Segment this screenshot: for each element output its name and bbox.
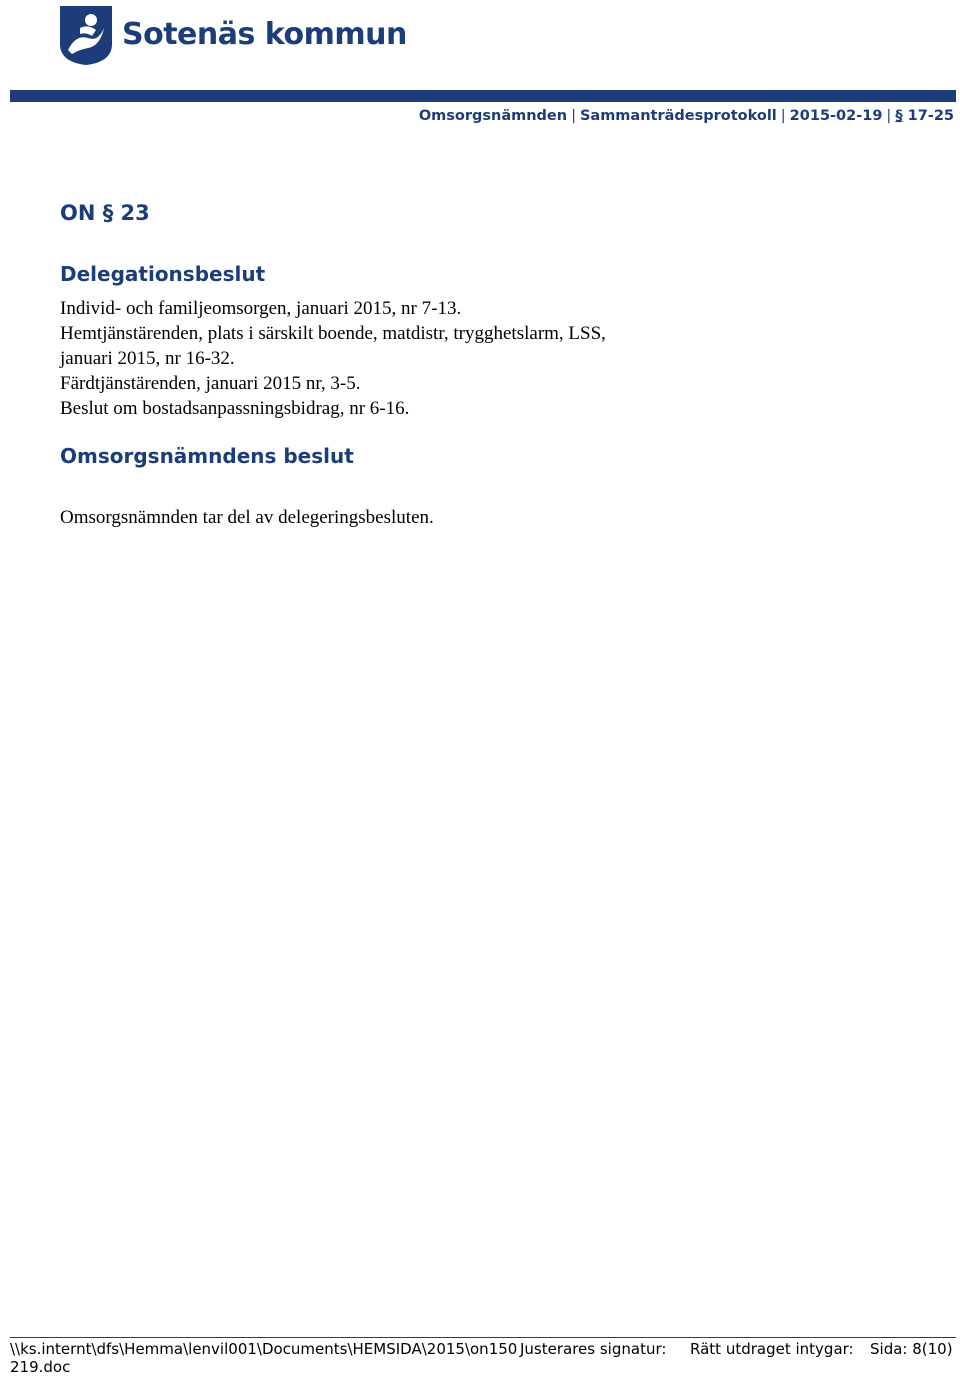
section-title: Delegationsbeslut bbox=[60, 262, 266, 286]
section-line: Beslut om bostadsanpassningsbidrag, nr 6-16. bbox=[60, 398, 410, 419]
section-line: Individ- och familjeomsorgen, januari 2015, nr 7-13. bbox=[60, 298, 462, 319]
decision-text: Omsorgsnämnden tar del av delegeringsbesluten. bbox=[60, 507, 434, 528]
file-path: \\ks.internt\dfs\Hemma\lenvil001\Documents\HEMSIDA\2015\on150 bbox=[10, 1340, 518, 1358]
header-separator: | bbox=[571, 108, 576, 124]
document-header bbox=[419, 108, 954, 124]
protocol-type: Sammanträdesprotokoll bbox=[579, 108, 777, 124]
signature-label: Justerares signatur: bbox=[520, 1340, 667, 1358]
meeting-date: 2015-02-19 bbox=[789, 108, 883, 124]
header-separator: | bbox=[886, 108, 892, 124]
header-rule bbox=[10, 90, 956, 102]
section-number: ON § 23 bbox=[60, 201, 150, 225]
decision-heading: Omsorgsnämndens beslut bbox=[60, 444, 354, 468]
section-line: Färdtjänstärenden, januari 2015 nr, 3-5. bbox=[60, 373, 361, 394]
section-line: Hemtjänstärenden, plats i särskilt boende, matdistr, trygghetslarm, LSS, bbox=[60, 323, 606, 344]
committee-name: Omsorgsnämnden bbox=[418, 108, 568, 124]
page-number: Sida: 8(10) bbox=[870, 1340, 953, 1358]
file-path-continued: 219.doc bbox=[10, 1358, 71, 1376]
header-separator: | bbox=[780, 108, 786, 124]
logo-text: Sotenäs kommun bbox=[122, 17, 407, 52]
municipality-crest-icon bbox=[58, 4, 114, 66]
footer-rule bbox=[10, 1337, 956, 1338]
logo bbox=[58, 4, 407, 66]
paragraph-sign: § bbox=[895, 108, 903, 124]
section-line: januari 2015, nr 16-32. bbox=[60, 348, 235, 369]
certified-label: Rätt utdraget intygar: bbox=[690, 1340, 854, 1358]
paragraph-range: 17-25 bbox=[907, 108, 954, 124]
